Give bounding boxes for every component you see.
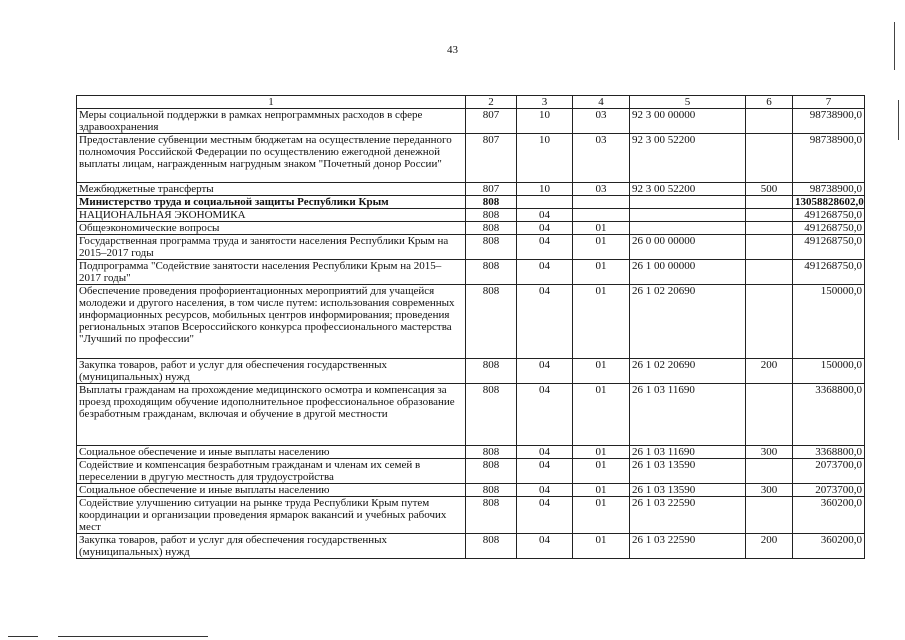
table-row bbox=[77, 285, 865, 359]
amount-cell: 2073700,0 bbox=[793, 484, 865, 497]
expense-type-cell: 200 bbox=[746, 359, 793, 384]
row-name-cell: Министерство труда и социальной защиты Республики Крым bbox=[77, 196, 466, 209]
target-article-cell: 92 3 00 52200 bbox=[630, 134, 746, 183]
table-row bbox=[77, 459, 865, 484]
section-code-cell: 04 bbox=[517, 384, 573, 446]
expense-type-cell bbox=[746, 260, 793, 285]
department-code-cell: 808 bbox=[466, 222, 517, 235]
section-code-cell: 10 bbox=[517, 134, 573, 183]
amount-cell: 98738900,0 bbox=[793, 183, 865, 196]
subsection-code-cell: 01 bbox=[573, 359, 630, 384]
amount-cell: 13058828602,0 bbox=[793, 196, 865, 209]
row-name-cell: Общеэкономические вопросы bbox=[77, 222, 466, 235]
table-row bbox=[77, 235, 865, 260]
footer-rule bbox=[8, 636, 38, 637]
target-article-cell: 26 1 00 00000 bbox=[630, 260, 746, 285]
amount-cell: 98738900,0 bbox=[793, 134, 865, 183]
expense-type-cell bbox=[746, 285, 793, 359]
amount-cell: 491268750,0 bbox=[793, 222, 865, 235]
subsection-code-cell: 01 bbox=[573, 285, 630, 359]
section-code-cell: 04 bbox=[517, 235, 573, 260]
table-header-row bbox=[77, 96, 865, 109]
section-code-cell: 04 bbox=[517, 459, 573, 484]
subsection-code-cell bbox=[573, 196, 630, 209]
row-name-cell: Подпрограмма "Содействие занятости населения Республики Крым на 2015–2017 годы" bbox=[77, 260, 466, 285]
row-name-cell: Предоставление субвенции местным бюджетам на осуществление переданного полномочия Российской Федерации по осуществлению ежегодной денежной выплаты лицам, награжденным нагрудным знаком "Почетный донор России" bbox=[77, 134, 466, 183]
row-name-cell: Закупка товаров, работ и услуг для обеспечения государственных (муниципальных) нужд bbox=[77, 359, 466, 384]
department-code-cell: 808 bbox=[466, 384, 517, 446]
amount-cell: 491268750,0 bbox=[793, 235, 865, 260]
amount-cell: 3368800,0 bbox=[793, 384, 865, 446]
column-header: 2 bbox=[466, 96, 517, 109]
section-code-cell: 10 bbox=[517, 109, 573, 134]
department-code-cell: 808 bbox=[466, 484, 517, 497]
expense-type-cell bbox=[746, 134, 793, 183]
row-name-cell: Содействие и компенсация безработным гражданам и членам их семей в переселении в другую местность для трудоустройства bbox=[77, 459, 466, 484]
expense-type-cell bbox=[746, 235, 793, 260]
row-name-cell: Государственная программа труда и занятости населения Республики Крым на 2015–2017 годы bbox=[77, 235, 466, 260]
table-row bbox=[77, 359, 865, 384]
table-row bbox=[77, 446, 865, 459]
column-header: 3 bbox=[517, 96, 573, 109]
table-row bbox=[77, 222, 865, 235]
subsection-code-cell bbox=[573, 209, 630, 222]
amount-cell: 150000,0 bbox=[793, 359, 865, 384]
subsection-code-cell: 03 bbox=[573, 183, 630, 196]
table-row bbox=[77, 534, 865, 559]
row-name-cell: Межбюджетные трансферты bbox=[77, 183, 466, 196]
target-article-cell: 26 1 03 13590 bbox=[630, 484, 746, 497]
section-code-cell: 04 bbox=[517, 260, 573, 285]
amount-cell: 360200,0 bbox=[793, 534, 865, 559]
target-article-cell: 26 1 03 11690 bbox=[630, 384, 746, 446]
expense-type-cell bbox=[746, 196, 793, 209]
department-code-cell: 808 bbox=[466, 196, 517, 209]
target-article-cell: 92 3 00 00000 bbox=[630, 109, 746, 134]
row-name-cell: Меры социальной поддержки в рамках непрограммных расходов в сфере здравоохранения bbox=[77, 109, 466, 134]
section-code-cell: 04 bbox=[517, 446, 573, 459]
target-article-cell: 26 1 02 20690 bbox=[630, 285, 746, 359]
expense-type-cell bbox=[746, 209, 793, 222]
section-code-cell: 04 bbox=[517, 222, 573, 235]
table-row bbox=[77, 497, 865, 534]
subsection-code-cell: 01 bbox=[573, 459, 630, 484]
target-article-cell: 26 1 02 20690 bbox=[630, 359, 746, 384]
column-header: 5 bbox=[630, 96, 746, 109]
target-article-cell bbox=[630, 222, 746, 235]
table-row bbox=[77, 484, 865, 497]
column-header: 6 bbox=[746, 96, 793, 109]
expense-type-cell bbox=[746, 384, 793, 446]
row-name-cell: Выплаты гражданам на прохождение медицинского осмотра и компенсация за проезд проходящим обучение идополнительное профессиональное образование безработным гражданам, включая и обучение в другой местности bbox=[77, 384, 466, 446]
amount-cell: 491268750,0 bbox=[793, 209, 865, 222]
amount-cell: 98738900,0 bbox=[793, 109, 865, 134]
subsection-code-cell: 03 bbox=[573, 109, 630, 134]
expense-type-cell bbox=[746, 222, 793, 235]
department-code-cell: 808 bbox=[466, 497, 517, 534]
page-number: 43 bbox=[447, 44, 458, 56]
department-code-cell: 807 bbox=[466, 109, 517, 134]
target-article-cell: 26 1 03 22590 bbox=[630, 534, 746, 559]
table-row bbox=[77, 134, 865, 183]
amount-cell: 150000,0 bbox=[793, 285, 865, 359]
row-name-cell: НАЦИОНАЛЬНАЯ ЭКОНОМИКА bbox=[77, 209, 466, 222]
table-row bbox=[77, 260, 865, 285]
target-article-cell bbox=[630, 209, 746, 222]
amount-cell: 3368800,0 bbox=[793, 446, 865, 459]
expense-type-cell: 200 bbox=[746, 534, 793, 559]
column-header: 1 bbox=[77, 96, 466, 109]
row-name-cell: Социальное обеспечение и иные выплаты населению bbox=[77, 446, 466, 459]
subsection-code-cell: 01 bbox=[573, 235, 630, 260]
subsection-code-cell: 01 bbox=[573, 484, 630, 497]
target-article-cell bbox=[630, 196, 746, 209]
subsection-code-cell: 01 bbox=[573, 222, 630, 235]
department-code-cell: 807 bbox=[466, 134, 517, 183]
target-article-cell: 92 3 00 52200 bbox=[630, 183, 746, 196]
expense-type-cell bbox=[746, 459, 793, 484]
row-name-cell: Социальное обеспечение и иные выплаты населению bbox=[77, 484, 466, 497]
department-code-cell: 808 bbox=[466, 534, 517, 559]
section-code-cell: 04 bbox=[517, 359, 573, 384]
section-code-cell: 04 bbox=[517, 285, 573, 359]
section-code-cell: 04 bbox=[517, 484, 573, 497]
department-code-cell: 807 bbox=[466, 183, 517, 196]
subsection-code-cell: 03 bbox=[573, 134, 630, 183]
expense-type-cell bbox=[746, 109, 793, 134]
footer-rule bbox=[58, 636, 208, 637]
table-row bbox=[77, 196, 865, 209]
amount-cell: 2073700,0 bbox=[793, 459, 865, 484]
section-code-cell: 04 bbox=[517, 497, 573, 534]
expense-type-cell bbox=[746, 497, 793, 534]
section-code-cell: 04 bbox=[517, 209, 573, 222]
row-name-cell: Закупка товаров, работ и услуг для обеспечения государственных (муниципальных) нужд bbox=[77, 534, 466, 559]
department-code-cell: 808 bbox=[466, 359, 517, 384]
department-code-cell: 808 bbox=[466, 235, 517, 260]
table-row bbox=[77, 183, 865, 196]
target-article-cell: 26 1 03 13590 bbox=[630, 459, 746, 484]
target-article-cell: 26 1 03 11690 bbox=[630, 446, 746, 459]
amount-cell: 360200,0 bbox=[793, 497, 865, 534]
target-article-cell: 26 1 03 22590 bbox=[630, 497, 746, 534]
department-code-cell: 808 bbox=[466, 209, 517, 222]
expense-type-cell: 300 bbox=[746, 484, 793, 497]
subsection-code-cell: 01 bbox=[573, 384, 630, 446]
column-header: 4 bbox=[573, 96, 630, 109]
section-code-cell: 04 bbox=[517, 534, 573, 559]
department-code-cell: 808 bbox=[466, 459, 517, 484]
scan-edge-mark bbox=[894, 22, 895, 70]
table-row bbox=[77, 384, 865, 446]
subsection-code-cell: 01 bbox=[573, 497, 630, 534]
department-code-cell: 808 bbox=[466, 285, 517, 359]
column-header: 7 bbox=[793, 96, 865, 109]
subsection-code-cell: 01 bbox=[573, 534, 630, 559]
department-code-cell: 808 bbox=[466, 446, 517, 459]
section-code-cell: 10 bbox=[517, 183, 573, 196]
table-row bbox=[77, 109, 865, 134]
table-row bbox=[77, 209, 865, 222]
subsection-code-cell: 01 bbox=[573, 446, 630, 459]
expense-type-cell: 500 bbox=[746, 183, 793, 196]
target-article-cell: 26 0 00 00000 bbox=[630, 235, 746, 260]
scan-edge-mark bbox=[898, 100, 899, 140]
row-name-cell: Обеспечение проведения профориентационных мероприятий для учащейся молодежи и другого населения, в том числе путем: использования современных информационных ресурсов, мобильных центров информирования; проведения региональных этапов Всероссийского конкурса профессионального мастерства "Лучший по профессии" bbox=[77, 285, 466, 359]
department-code-cell: 808 bbox=[466, 260, 517, 285]
subsection-code-cell: 01 bbox=[573, 260, 630, 285]
expense-type-cell: 300 bbox=[746, 446, 793, 459]
section-code-cell bbox=[517, 196, 573, 209]
budget-table bbox=[76, 95, 865, 559]
row-name-cell: Содействие улучшению ситуации на рынке труда Республики Крым путем координации и организации проведения ярмарок вакансий и учебных рабочих мест bbox=[77, 497, 466, 534]
amount-cell: 491268750,0 bbox=[793, 260, 865, 285]
